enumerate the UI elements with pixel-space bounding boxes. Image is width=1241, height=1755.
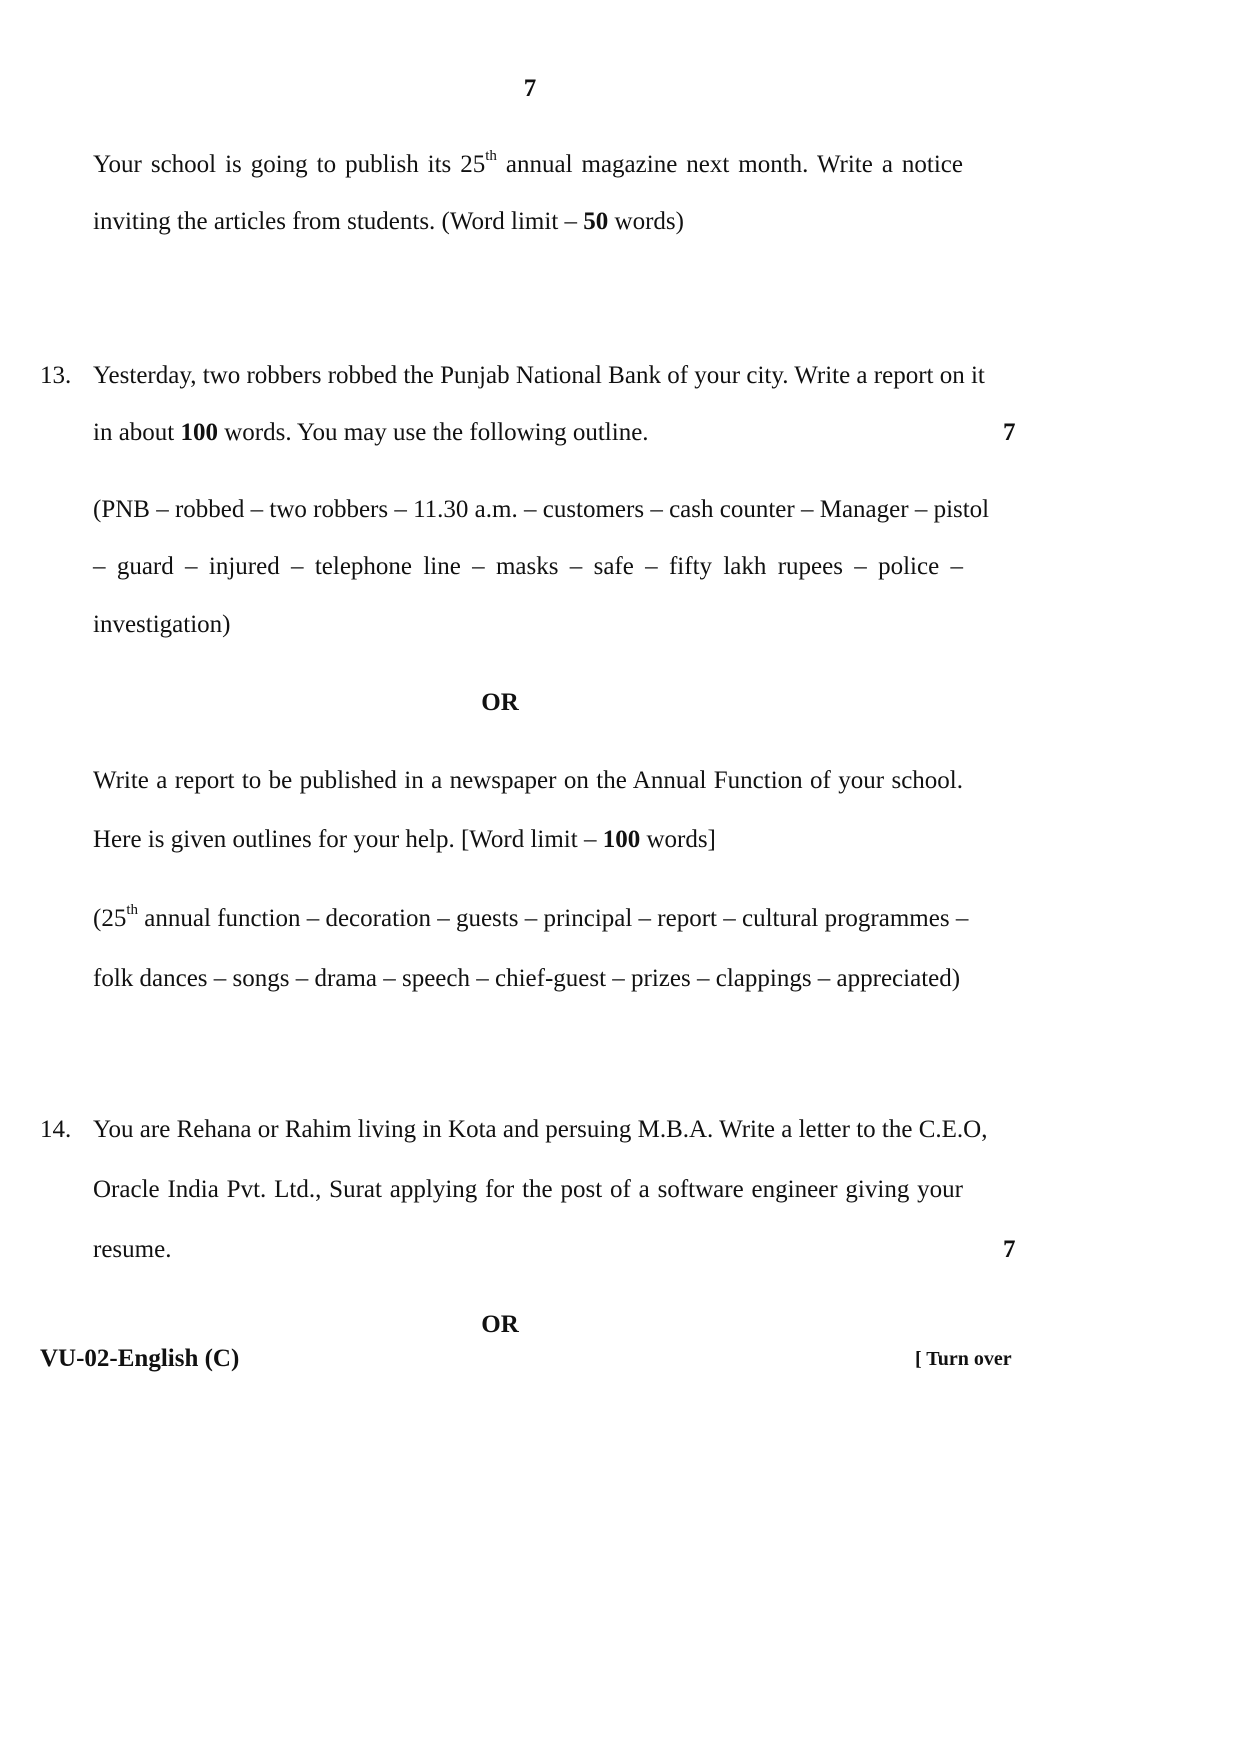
q14-or-label: OR (481, 1311, 519, 1338)
q13-line-2b: words. You may use the following outline. (218, 419, 649, 446)
q14-marks: 7 (1003, 1236, 1016, 1263)
q13-number: 13. (40, 362, 72, 389)
q12-sup: th (485, 147, 497, 164)
q13-alt-outline-1a: (25 (93, 905, 127, 932)
q13-line-2a: in about (93, 419, 181, 446)
page-number: 7 (523, 75, 537, 102)
q12-word-limit: 50 (583, 208, 609, 235)
q13-marks: 7 (1003, 419, 1016, 446)
q13-word-count: 100 (180, 419, 218, 446)
q13-alt-line-1: Write a report to be published in a newspaper on the Annual Function of your school. (93, 767, 963, 794)
q13-alt-line-2b: words] (640, 826, 716, 853)
q13-outline-1: (PNB – robbed – two robbers – 11.30 a.m. – customers – cash counter – Manager – pistol (93, 496, 990, 523)
q12-line-1b: annual magazine next month. Write a notice (496, 151, 963, 178)
q12-line-1 (93, 147, 963, 178)
q14-line-1: You are Rehana or Rahim living in Kota and persuing M.B.A. Write a letter to the C.E.O, (93, 1116, 988, 1143)
q12-line-2 (93, 209, 684, 234)
q13-alt-word-limit: 100 (602, 826, 641, 853)
q13-alt-outline-2: folk dances – songs – drama – speech – chief-guest – prizes – clappings – appreciated) (93, 965, 961, 992)
footer-turn-over: [ Turn over (915, 1348, 1012, 1370)
q13-or-label: OR (481, 689, 519, 716)
q13-line-2 (93, 420, 649, 445)
q14-line-3: resume. (93, 1236, 172, 1263)
q13-outline-2: – guard – injured – telephone line – masks – safe – fifty lakh rupees – police – (93, 553, 963, 580)
q13-alt-sup: th (126, 901, 138, 918)
q12-line-2b: words) (608, 208, 684, 235)
q13-alt-line-2 (93, 827, 716, 852)
q13-line-1: Yesterday, two robbers robbed the Punjab National Bank of your city. Write a report on it (93, 362, 985, 389)
q13-alt-outline-1 (93, 901, 969, 932)
q12-line-2a: inviting the articles from students. (Word limit – (93, 208, 584, 235)
footer-paper-code: VU-02-English (C) (40, 1345, 240, 1372)
q14-number: 14. (40, 1116, 72, 1143)
q12-line-1a: Your school is going to publish its 25 (93, 151, 486, 178)
q13-alt-line-2a: Here is given outlines for your help. [Word limit – (93, 826, 603, 853)
q14-line-2: Oracle India Pvt. Ltd., Surat applying for the post of a software engineer giving your (93, 1176, 963, 1203)
q13-outline-3: investigation) (93, 611, 231, 638)
q13-alt-outline-1b: annual function – decoration – guests – principal – report – cultural programmes – (138, 905, 969, 932)
